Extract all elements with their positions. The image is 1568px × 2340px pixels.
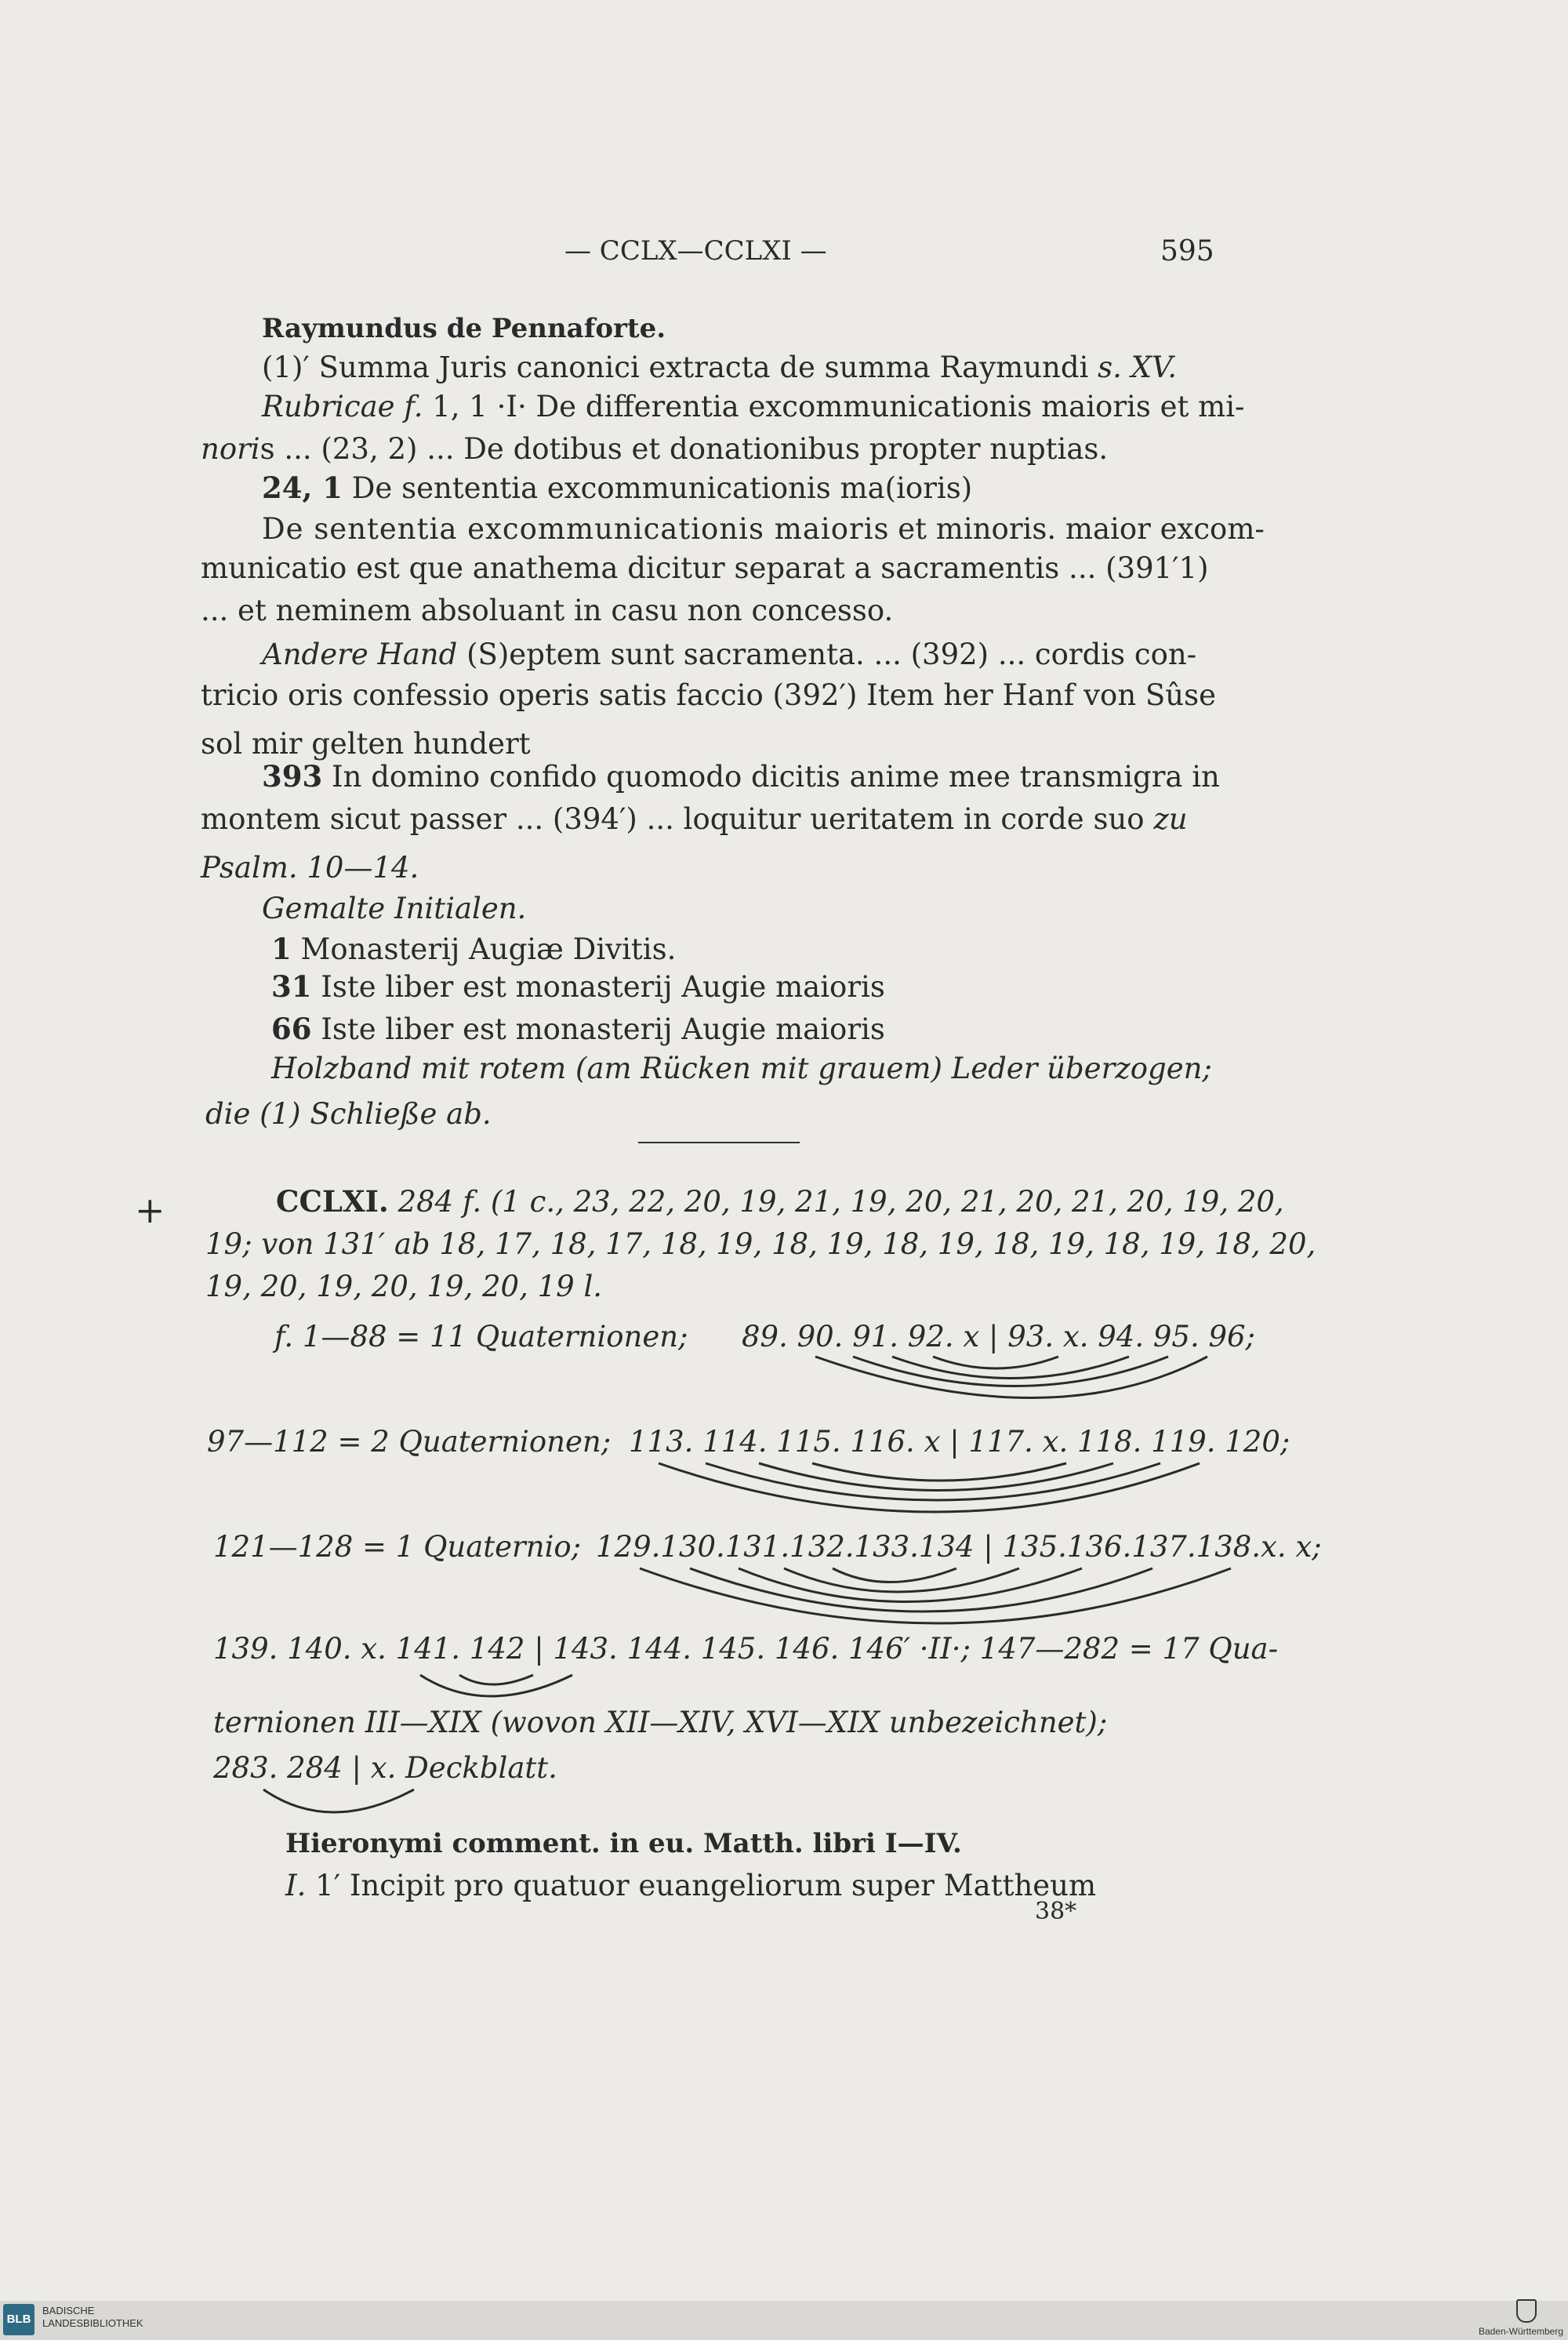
- text-span-italic: Rubricae f.: [262, 390, 423, 423]
- text-line: [205, 1272, 602, 1301]
- text-span: sol mir gelten hundert: [201, 727, 531, 761]
- margin-plus-mark: +: [135, 1189, 165, 1231]
- arc: [706, 1463, 1160, 1500]
- text-span-italic: Andere Hand: [262, 638, 458, 671]
- collation-line: [274, 1322, 688, 1351]
- text-span-italic: 89. 90. 91. 92. x | 93. x. 94. 95. 96;: [742, 1320, 1256, 1353]
- text-span-italic: 283. 284 | x. Deckblatt.: [213, 1751, 557, 1785]
- folio-number: 1: [271, 932, 292, 966]
- arc: [933, 1357, 1058, 1368]
- text-span: municatio est que anathema dicitur separat a sacramentis ... (391′1): [201, 551, 1209, 585]
- text-line: [262, 353, 1177, 382]
- arc: [759, 1463, 1113, 1491]
- text-span: Iste liber est monasterij Augie maioris: [311, 970, 885, 1004]
- text-span: montem sicut passer ... (394′) ... loquitur ueritatem in corde suo: [201, 802, 1154, 836]
- library-name-line: LANDESBIBLIOTHEK: [42, 2317, 143, 2329]
- folio-number: 66: [271, 1012, 312, 1046]
- text-span-italic: 139. 140. x. 141. 142 | 143. 144. 145. 146. 146′: [213, 1632, 911, 1666]
- text-line: [201, 851, 419, 885]
- folio-number: 24, 1: [262, 471, 343, 505]
- arc: [853, 1357, 1168, 1386]
- collation-line: [213, 1530, 582, 1564]
- text-span: De sententia excommunicationis ma(ioris): [343, 471, 973, 505]
- running-header: [0, 235, 1568, 274]
- folio-number: 393: [262, 759, 323, 794]
- text-line: [276, 1184, 1284, 1219]
- text-line: [201, 596, 893, 625]
- arc: [640, 1568, 1231, 1623]
- text-line: [201, 678, 1216, 712]
- text-line: [201, 802, 1188, 836]
- text-span: tricio oris confessio operis satis faccio (392′) Item her Hanf von Sûse: [201, 678, 1216, 712]
- partner-label: Baden-Württemberg: [1478, 2326, 1563, 2337]
- text-line: [262, 512, 1265, 546]
- text-span-italic: 19; von 131′ ab 18, 17, 18, 17, 18, 19, 18, 19, 18, 19, 18, 19, 18, 19, 18, 20,: [205, 1227, 1316, 1261]
- arc: [690, 1568, 1152, 1611]
- section-divider: [638, 1142, 800, 1143]
- text-span-italic: 113. 114. 115. 116. x | 117. x. 118. 119. 120;: [629, 1425, 1290, 1459]
- text-line: [201, 727, 531, 761]
- arc: [459, 1675, 533, 1684]
- text-span-italic: 97—112 = 2 Quaternionen;: [207, 1425, 612, 1459]
- text-span-italic: 19, 20, 19, 20, 19, 20, 19 l.: [205, 1270, 603, 1303]
- collation-scheme: [596, 1530, 1322, 1564]
- text-line: [285, 1871, 1096, 1900]
- text-span-italic: zu: [1153, 802, 1188, 836]
- crest-icon: [1516, 2299, 1537, 2323]
- text-line: [271, 932, 677, 966]
- text-span: De sententia excommunicationis maiori: [262, 512, 874, 546]
- library-name-line: BADISCHE: [42, 2305, 95, 2316]
- arc: [833, 1568, 956, 1582]
- text-span: (1)′ Summa Juris canonici extracta de summa Raymundi: [262, 351, 1098, 384]
- arc: [263, 1790, 414, 1812]
- text-span-italic: 121—128 = 1 Quaternio;: [213, 1530, 582, 1564]
- arc: [812, 1463, 1066, 1481]
- text-span-italic: ·II·; 147—282 = 17 Qua-: [910, 1632, 1279, 1666]
- text-line: [271, 969, 885, 1004]
- text-line: [205, 1227, 1316, 1261]
- arc: [892, 1357, 1129, 1379]
- arc: [739, 1568, 1082, 1602]
- text-span-italic: die (1) Schließe ab.: [205, 1097, 492, 1131]
- text-span: Monasterij Augiæ Divitis.: [291, 932, 677, 966]
- text-span: In domino confido quomodo dicitis anime mee transmigra in: [322, 760, 1220, 794]
- arc: [784, 1568, 1019, 1592]
- text-span-italic: Psalm. 10—14.: [201, 851, 419, 885]
- text-span-italic: ternionen: [213, 1706, 365, 1739]
- text-line: [205, 1097, 492, 1131]
- text-line: [262, 640, 1196, 669]
- collation-line: [207, 1425, 612, 1459]
- text-span: s ... (23, 2) ... De dotibus et donationibus propter nuptias.: [260, 432, 1109, 466]
- section-heading-hieronymus: Hieronymi comment. in eu. Matth. libri I—IV.: [285, 1828, 962, 1859]
- running-title: — CCLX—CCLXI —: [564, 235, 827, 267]
- text-span: (S)eptem sunt sacramenta. ... (392) ... cordis con-: [457, 638, 1197, 671]
- text-line: [262, 392, 1245, 421]
- text-span-italic: f. 1—88 = 11 Quaternionen;: [274, 1320, 688, 1353]
- text-span-italic: Holzband mit rotem (am Rücken mit grauem) Leder überzogen;: [271, 1052, 1212, 1085]
- text-span-italic: 129.130.131.132.133.134 | 135.136.137.138.x. x;: [596, 1530, 1322, 1564]
- text-line: [201, 551, 1209, 585]
- collation-line: [213, 1708, 1107, 1737]
- section-heading-raymundus: Raymundus de Pennaforte.: [262, 313, 666, 344]
- text-line: [262, 894, 526, 923]
- text-span-italic: Gemalte Initialen.: [262, 892, 527, 925]
- text-line: [262, 759, 1220, 794]
- arc: [659, 1463, 1200, 1512]
- library-name: [42, 2305, 246, 2330]
- text-span-italic: I.: [285, 1869, 307, 1902]
- section-heading-cclxi: CCLXI.: [276, 1184, 389, 1219]
- page-number: 595: [1160, 235, 1214, 267]
- signature-mark: 38*: [1035, 1898, 1077, 1925]
- text-line: [271, 1054, 1212, 1083]
- collation-scheme: [629, 1425, 1290, 1459]
- text-line: [262, 471, 973, 505]
- text-line: [271, 1012, 885, 1046]
- collation-scheme: [742, 1322, 1255, 1351]
- folio-number: 31: [271, 969, 312, 1004]
- collation-line: [213, 1632, 1279, 1666]
- text-span: s et minoris. maior excom-: [873, 512, 1265, 546]
- text-span: 1′ Incipit pro quatuor euangeliorum super Mattheum: [306, 1869, 1097, 1902]
- text-span-italic: 284 f. (1 c., 23, 22, 20, 19, 21, 19, 20, 21, 20, 21, 20, 19, 20,: [388, 1185, 1284, 1219]
- text-span: ... et neminem absoluant in casu non concesso.: [201, 594, 894, 627]
- text-span: 1, 1 ·I· De differentia excommunicationis maioris et mi-: [423, 390, 1245, 423]
- arc: [420, 1675, 572, 1696]
- text-span-italic: s. XV.: [1098, 351, 1178, 384]
- library-logo: BLB: [3, 2304, 34, 2335]
- collation-line: [213, 1751, 557, 1785]
- text-span-italic: III—XIX (wovon XII—XIV, XVI—XIX unbezeichnet);: [365, 1706, 1108, 1739]
- text-span-italic: nori: [201, 432, 260, 466]
- text-span: Iste liber est monasterij Augie maioris: [311, 1012, 885, 1046]
- arc: [815, 1357, 1207, 1398]
- text-line: [201, 432, 1109, 466]
